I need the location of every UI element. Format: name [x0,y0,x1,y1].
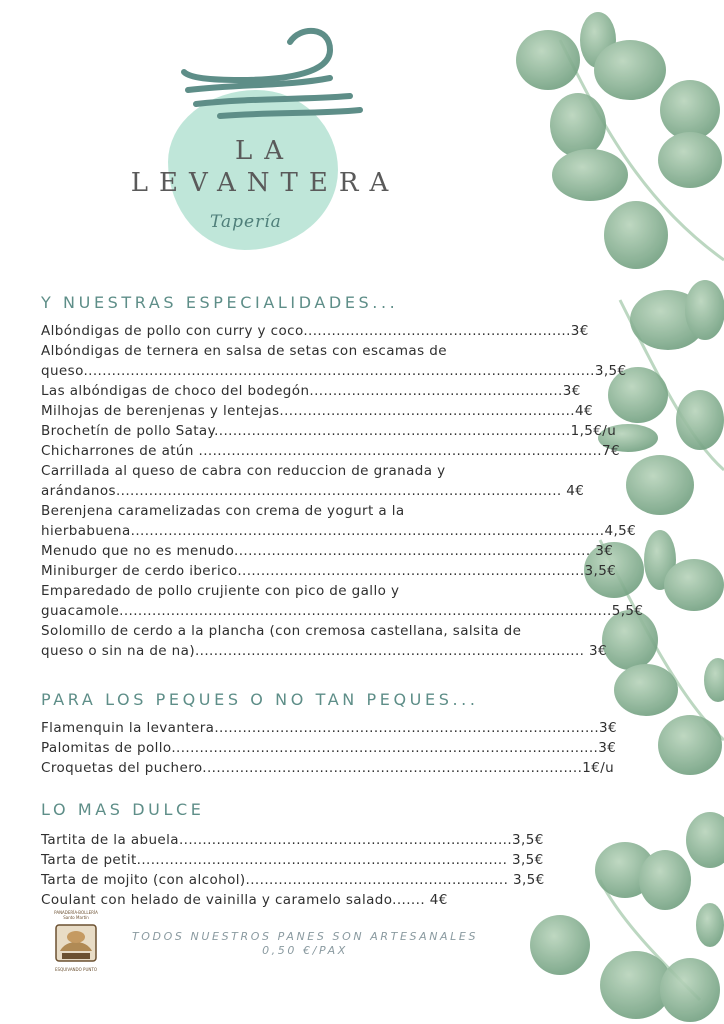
menu-line: Tartita de la abuela.......................................................................3,5€ [41,832,544,848]
logo-title-line1: LA [234,136,296,166]
menu-line: Tarta de petit............................................................................... 3,5€ [41,852,544,868]
peques-list [41,718,617,778]
bread-basket-icon [50,921,102,967]
menu-line: Chicharrones de atún ......................................................................................7€ [41,443,620,459]
menu-line: Menudo que no es menudo............................................................................ 3€ [41,543,614,559]
menu-line: Miniburger de cerdo iberico..........................................................................3,5€ [41,563,617,579]
badge-bottom-text: ESQUIVANDO PUNTO [55,967,97,972]
section-title-peques: PARA LOS PEQUES O NO TAN PEQUES... [41,690,479,709]
menu-line: Palomitas de pollo...........................................................................................3€ [41,740,617,756]
menu-line: Brochetín de pollo Satay............................................................................1,5€/u [41,423,617,439]
bread-note-line2: 0,50 €/PAX [262,944,348,957]
menu-line: Albóndigas de ternera en salsa de setas con escamas de [41,343,447,359]
menu-line: Albóndigas de pollo con curry y coco.........................................................3€ [41,323,589,339]
logo-title-line2: LEVANTERA [130,168,400,198]
menu-line: arándanos............................................................................................... 4€ [41,483,585,499]
menu-line: queso o sin na de na)................................................................................... 3€ [41,643,608,659]
menu-line: hierbabuena.....................................................................................................4,5€ [41,523,637,539]
menu-line: Tarta de mojito (con alcohol)........................................................ 3,5€ [41,872,545,888]
bakery-badge [50,910,102,972]
bread-note-line1: TODOS NUESTROS PANES SON ARTESANALES [131,930,479,943]
section-title-especialidades: Y NUESTRAS ESPECIALIDADES... [41,293,399,312]
menu-line: Berenjena caramelizadas con crema de yogurt a la [41,503,405,519]
menu-line: queso.............................................................................................................3,5€ [41,363,627,379]
menu-line: Croquetas del puchero.................................................................................1€/u [41,760,615,776]
logo-swirl-icon [180,20,380,130]
menu-line: Coulant con helado de vainilla y caramelo salado....... 4€ [41,892,448,908]
dulce-list [41,830,545,910]
menu-line: Carrillada al queso de cabra con reduccion de granada y [41,463,446,479]
especialidades-list [41,321,643,661]
menu-line: guacamole.........................................................................................................5,5€ [41,603,644,619]
logo-subtitle: Tapería [210,212,282,232]
menu-line: Solomillo de cerdo a la plancha (con cremosa castellana, salsita de [41,623,522,639]
bread-note [100,930,510,958]
menu-line: Las albóndigas de choco del bodegón......................................................3€ [41,383,581,399]
menu-line: Emparedado de pollo crujiente con pico de gallo y [41,583,400,599]
badge-top-text: PANADERÍA-BOLLERÍA [54,910,98,915]
badge-middle-text: Santo Martín [63,915,89,920]
menu-line: Milhojas de berenjenas y lentejas...............................................................4€ [41,403,593,419]
section-title-dulce: LO MAS DULCE [41,800,205,819]
menu-line: Flamenquin la levantera..................................................................................3€ [41,720,617,736]
